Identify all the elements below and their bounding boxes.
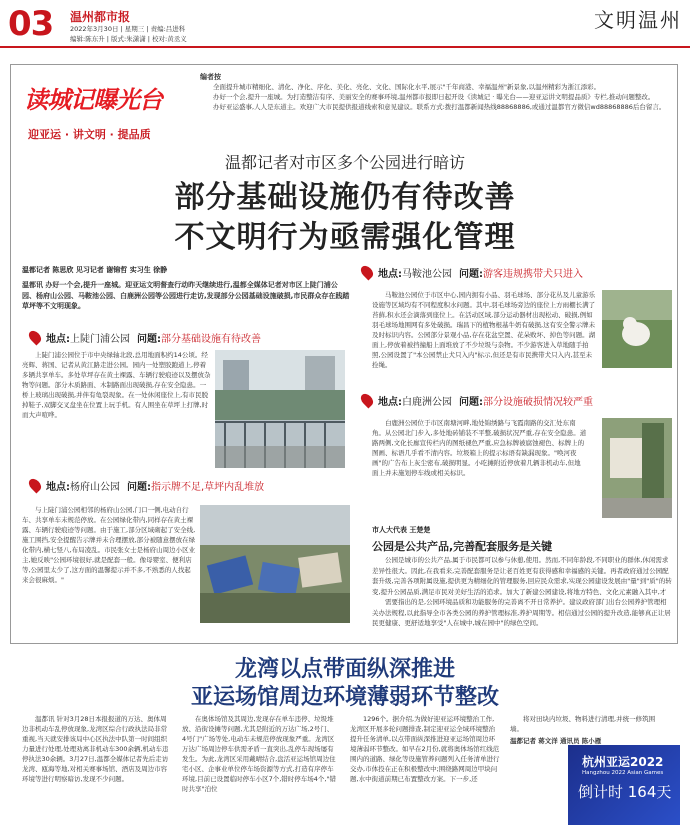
section2-location: 地点:杨府山公园 问题:指示牌不足,草坪内乱堆放 [30, 478, 264, 493]
section2-body: 与上陡门浦公园相邻的杨府山公园,门口一侧,电动自行车、共享单车未规范停放。在公园绿化带内,同样存在黄土裸露、车辆行驶痕迹等问题。由于施工,部分区域砌起了安全线,施工围挡,安全提醒告示牌并未合理摆放,部分被随意摆放在绿化带内,横七竖八,布局凌乱。市民张女士是杨府山周边小区业主,她反映"公园环境很好,就是配套一般。像母婴室、便利店等,公园里太少了,这方面的温馨提示并不多,不熟悉的人找起来会很麻烦。" [22, 506, 196, 584]
asian-games-countdown [568, 745, 680, 825]
location-pin-icon [359, 264, 376, 281]
location-pin-icon [359, 392, 376, 409]
location-pin-icon [27, 329, 44, 346]
page-header [0, 0, 690, 48]
editor-note-p3: 办好亚运盛事,人人是东道主。欢迎广大市民提供报道线索和意见建议。联系方式:拨打温都新闻热线88868886,或通过温都官方微信wd88868886后台留言。 [213, 103, 666, 111]
article2-title-line2: 亚运场馆周边环境薄弱环节整改 [190, 685, 499, 710]
section-name: 文明温州 [594, 8, 682, 32]
section4-photo [602, 418, 672, 518]
comment-byline: 市人大代表 王楚楚 [372, 526, 431, 534]
headline-line1: 部分基础设施仍有待改善 [174, 180, 516, 215]
article2-col2: 在奥体场馆及其周边,发现存在单车违停、垃圾堆放、沿街设摊等问题,尤其是附近的万达广场,2号门、4号门"广场等处,电动车未规范停放现象严重。龙湾区万达广场周边停车供需矛盾一直突出,乱停车现场屡有发生。为此,龙湾区采用戴晴结合,盘活亚运场馆周边住宅小区、企事业单位停车场资源等方式,打造有序停车环境,目前已设置临时停车小区7个,错时停车场4个,"错时共享"泊位 [182, 715, 336, 793]
section3-photo [602, 290, 672, 368]
editor-note-heading: 编者按 [200, 73, 221, 81]
paper-name: 温州都市报 [70, 10, 131, 24]
article2-col3: 1296个。据介绍,为做好迎亚运环境整治工作,龙湾区开展多轮问题排查,制定迎亚运全域环境整治提升任务清单,以点带面纵深推进迎亚运场馆周边环境薄弱环节整改。如早在2月份,就将奥体场馆红线范围内的道路、绿化等设施管养问题列入任务清单进行交办,市体投在正在积极整改中;围绕路网周边甲块问题,水中街道前期已布置整改方案。下一步,还 [350, 715, 500, 783]
countdown-days: 倒计时 164天 [578, 783, 672, 801]
page-number: 03 [8, 4, 54, 44]
editor-note [200, 72, 670, 112]
headline-line2: 不文明行为亟需强化管理 [174, 220, 516, 255]
article2-title-line1: 龙湾以点带面纵深推进 [234, 657, 455, 682]
editor-note-p2: 办好一个会,提升一座城。为打造整洁有序、美丽安全的赛事环境,温州都市报即日起开设《读城记 · 曝光台——迎亚运讲文明提品质》专栏,推动问题整改。 [213, 93, 655, 101]
section3-body: 马鞍池公园位于市区中心,园内拥有小品、羽毛球场、部分花丛及儿童游乐设施等区域均有不同程度积水问题。其中,羽毛球场旁边的座位上方雨棚长满了苔藓,积水还会滴落到座位上。在活动区域,部分运动器材出现松动、破损,例如羽毛球场地围网有多处破损。瑞昌下的植物根基牛奶有破损,这有安全警示牌未及时标识内容。公园部分景观小品,存在花盆空置、花朵败坏、掉色等问题。湖面上,停放着被挡撞船上面堆放了不少垃圾与杂物。不少游客进入草地随手拍照,公园设置了"本公园禁止犬只入内"标示,但还是有市民携带犬只入内,甚至未拴绳。 [372, 291, 596, 369]
page-meta-line1: 2022年3月30日 | 星期三 | 责编:吕进科 [70, 25, 186, 33]
location-pin-icon [27, 477, 44, 494]
section4-body: 白鹿洲公园位于市区南塘河畔,地处锦绣路与飞霞南路的交汇处东南角。从公园北门步入,多处地砖铺装不平整,破损状况严重,存在安全隐患。道路两侧,文化长廊宣传栏内的图纸褪色严重,应急标牌被腐蚀褪色、标牌上的图画、标语几乎看不清内容。垃圾箱上的提示标语有缺漏现象。"唤河夜画"的广告布上灰尘密布,破损明显。小吃摊附近停放着几辆非机动车,但地面上并未施划停车线或相关标识。 [372, 419, 587, 477]
section4-location: 地点:白鹿洲公园 问题:部分设施破损情况较严重 [362, 393, 593, 408]
page-meta-line2: 编辑:陈东升 | 版式:朱潇潇 | 校对:黄丞义 [70, 35, 187, 43]
section2-photo [200, 505, 350, 623]
comment-body: 公园是城市的公共产品,属于市民都可以参与休憩,使用。然而,不同年龄段,不同职业的群体,休闲需求差异性很大。因此,在我看来,完善配套服务是让老百姓更有获得感和幸福感的关键。再者政府通过公园配套升级,完善各项附属设施,提供更为精细化的管理服务,回应民众需求,实现公园建设发展由"量"到"质"的转变,提升公园品质,满足市民对美好生活的追求。加大了新建公园建设,将地方特色、文化元素融入其中,才 [372, 556, 672, 595]
column-logo [24, 80, 174, 144]
comment-body2: 需要指出的是,公园环境品质和功能服务的完善离不开日常养护。建议政府部门出台公园养护管理相关办法规程,以此指导全市各类公园的养护管理标准,养护周期等。相信通过公园的提升改造,能够真正让居民更健康、更舒适地享受"人在城中,城在园中"的绿色空间。 [372, 598, 671, 627]
article-byline: 温都记者 陈思欣 见习记者 谢锦哲 实习生 徐静 [22, 266, 168, 274]
column-logo-title: 读城记曝光台 [24, 86, 162, 114]
section1-body: 上陡门浦公园位于市中央绿轴北段,总用地面积约14公顷。经亮辉、蒋国、记者从黄江路走进公园。园内一处塑胶跑道上,停着多辆共享单车。多处草坪存在黄土裸露、车辆行驶痕迹以及摆放杂物等问题。部分木质路面、木制路面出现破损,存在安全隐患。一桥上玻璃出现破损,并伴有龟裂现象。在一处休闲座位上,有市民脱掉鞋子,双脚交叉盘坐在位置上玩手机。有人围坐在草坪上打牌,时而大声喧哗。 [22, 351, 211, 419]
article-subtitle: 温都记者对市区多个公园进行暗访 [224, 153, 465, 172]
article-lead: 温都讯 办好一个会,提升一座城。迎亚运文明督查行动昨天继续进行,温都全媒体记者对市区上陡门浦公园、杨府山公园、马鞍池公园、白鹿洲公园等公园进行走访,发现部分公园基础设施破损,市民群众存在践踏草坪等不文明现象。 [22, 281, 350, 310]
countdown-subtitle: Hangzhou 2022 Asian Games [582, 770, 664, 776]
comment-title: 公园是公共产品,完善配套服务是关键 [372, 540, 553, 553]
countdown-title: 杭州亚运2022 [582, 755, 664, 769]
section1-location: 地点:上陡门浦公园 问题:部分基础设施有待改善 [30, 330, 261, 345]
section3-location: 地点:马鞍池公园 问题:游客违规携带犬只进入 [362, 265, 583, 280]
column-logo-slogan: 迎亚运 · 讲文明 · 提品质 [28, 128, 151, 141]
section1-photo [215, 350, 345, 468]
article2-col1: 温都讯 针对3月28日本报报道的万达、奥体周边非机动车乱停放现象,龙湾区综合行政执法局非常重视,当天就安排该局中心区执法中队第一时间组织力量进行处理,处理劝离非机动车300余辆,机动车违停执法30余辆。3月27日,温都全媒体记者先后走访龙湾、瓯海等地,对相关赛事场馆、酒店及周边市容环境等进行明察暗访,发现不少问题。 [22, 715, 169, 783]
article2-col4: 将对田块内垃圾、物料进行清理,并统一修筑围墙。 [510, 715, 656, 733]
article2-credit: 温都记者 蒋文洋 通讯员 陈小雁 [510, 737, 602, 745]
editor-note-p1: 全面提升城市精细化、清化、净化、序化、美化、亮化、文化、国际化水平,展示"千年商港、幸福温州"新景象,以温州精彩为浙江添彩。 [213, 83, 601, 91]
